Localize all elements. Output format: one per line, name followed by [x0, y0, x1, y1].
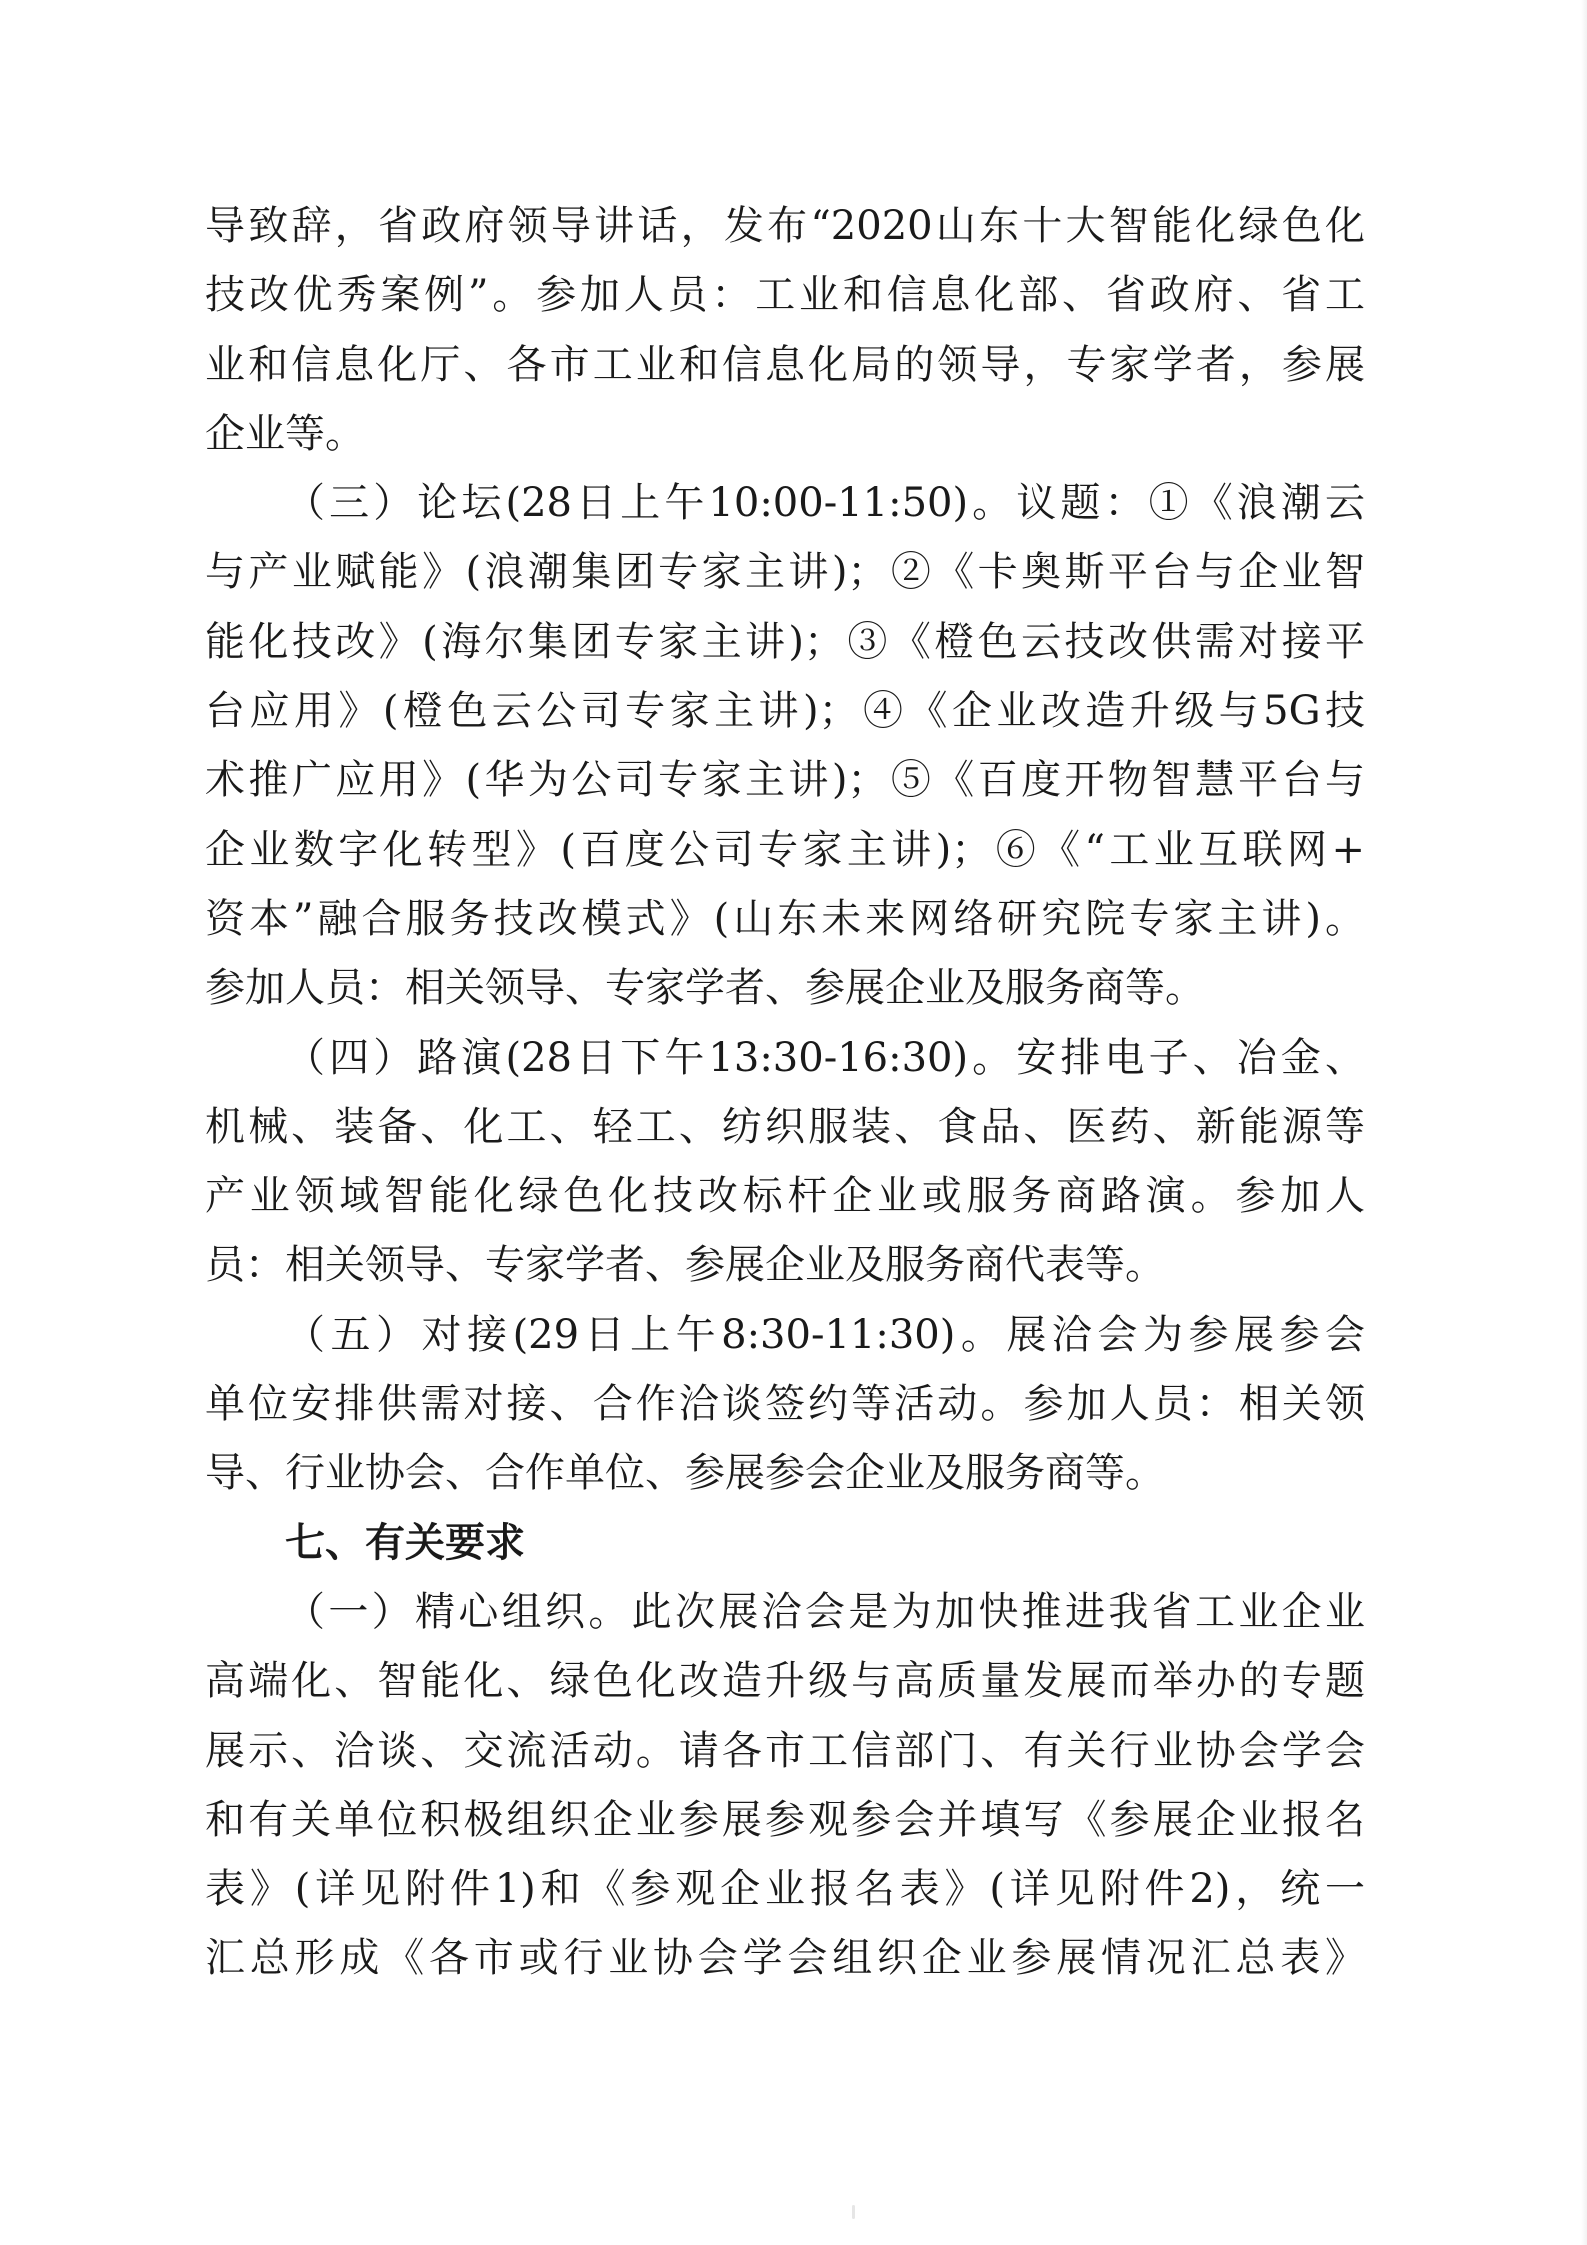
- text-line: 业和信息化厅、各市工业和信息化局的领导，专家学者，参展: [205, 341, 1365, 388]
- text-line: 表》(详见附件1)和《参观企业报名表》(详见附件2)，统一: [205, 1866, 1365, 1913]
- text-line: 企业等。: [205, 410, 365, 457]
- text-line: 技改优秀案例”。参加人员：工业和信息化部、省政府、省工: [205, 272, 1365, 319]
- section-heading: 七、有关要求: [285, 1519, 525, 1566]
- text-line: 参加人员：相关领导、专家学者、参展企业及服务商等。: [205, 965, 1205, 1012]
- text-line: 汇总形成《各市或行业协会学会组织企业参展情况汇总表》: [205, 1935, 1365, 1982]
- paragraph-forum-start: （三）论坛(28日上午10:00-11:50)。议题：①《浪潮云: [285, 480, 1365, 527]
- text-line: 展示、洽谈、交流活动。请各市工信部门、有关行业协会学会: [205, 1727, 1365, 1774]
- text-line: 导、行业协会、合作单位、参展参会企业及服务商等。: [205, 1450, 1165, 1497]
- text-line: 资本”融合服务技改模式》(山东未来网络研究院专家主讲)。: [205, 895, 1365, 942]
- text-line: 产业领域智能化绿色化技改标杆企业或服务商路演。参加人: [205, 1173, 1365, 1220]
- paragraph-organize-start: （一）精心组织。此次展洽会是为加快推进我省工业企业: [285, 1588, 1365, 1635]
- text-line: 导致辞，省政府领导讲话，发布“2020山东十大智能化绿色化: [205, 203, 1365, 249]
- text-line: 台应用》(橙色云公司专家主讲)；④《企业改造升级与5G技: [205, 688, 1365, 735]
- text-line: 单位安排供需对接、合作洽谈签约等活动。参加人员：相关领: [205, 1381, 1365, 1428]
- text-line: 术推广应用》(华为公司专家主讲)；⑤《百度开物智慧平台与: [205, 757, 1365, 804]
- scan-artifact-mark: [852, 2205, 855, 2219]
- text-line: 机械、装备、化工、轻工、纺织服装、食品、医药、新能源等: [205, 1103, 1365, 1150]
- scan-edge-shadow: [1581, 0, 1587, 2245]
- text-line: 能化技改》(海尔集团专家主讲)；③《橙色云技改供需对接平: [205, 618, 1365, 665]
- paragraph-matchmaking-start: （五）对接(29日上午8:30-11:30)。展洽会为参展参会: [285, 1311, 1365, 1358]
- text-line: 与产业赋能》(浪潮集团专家主讲)；②《卡奥斯平台与企业智: [205, 549, 1365, 596]
- text-line: 高端化、智能化、绿色化改造升级与高质量发展而举办的专题: [205, 1658, 1365, 1705]
- text-line: 企业数字化转型》(百度公司专家主讲)；⑥《“工业互联网+: [205, 826, 1365, 873]
- text-line: 员：相关领导、专家学者、参展企业及服务商代表等。: [205, 1242, 1165, 1289]
- text-line: 和有关单位积极组织企业参展参观参会并填写《参展企业报名: [205, 1796, 1365, 1843]
- paragraph-roadshow-start: （四）路演(28日下午13:30-16:30)。安排电子、冶金、: [285, 1034, 1365, 1081]
- document-body: [205, 192, 1365, 1994]
